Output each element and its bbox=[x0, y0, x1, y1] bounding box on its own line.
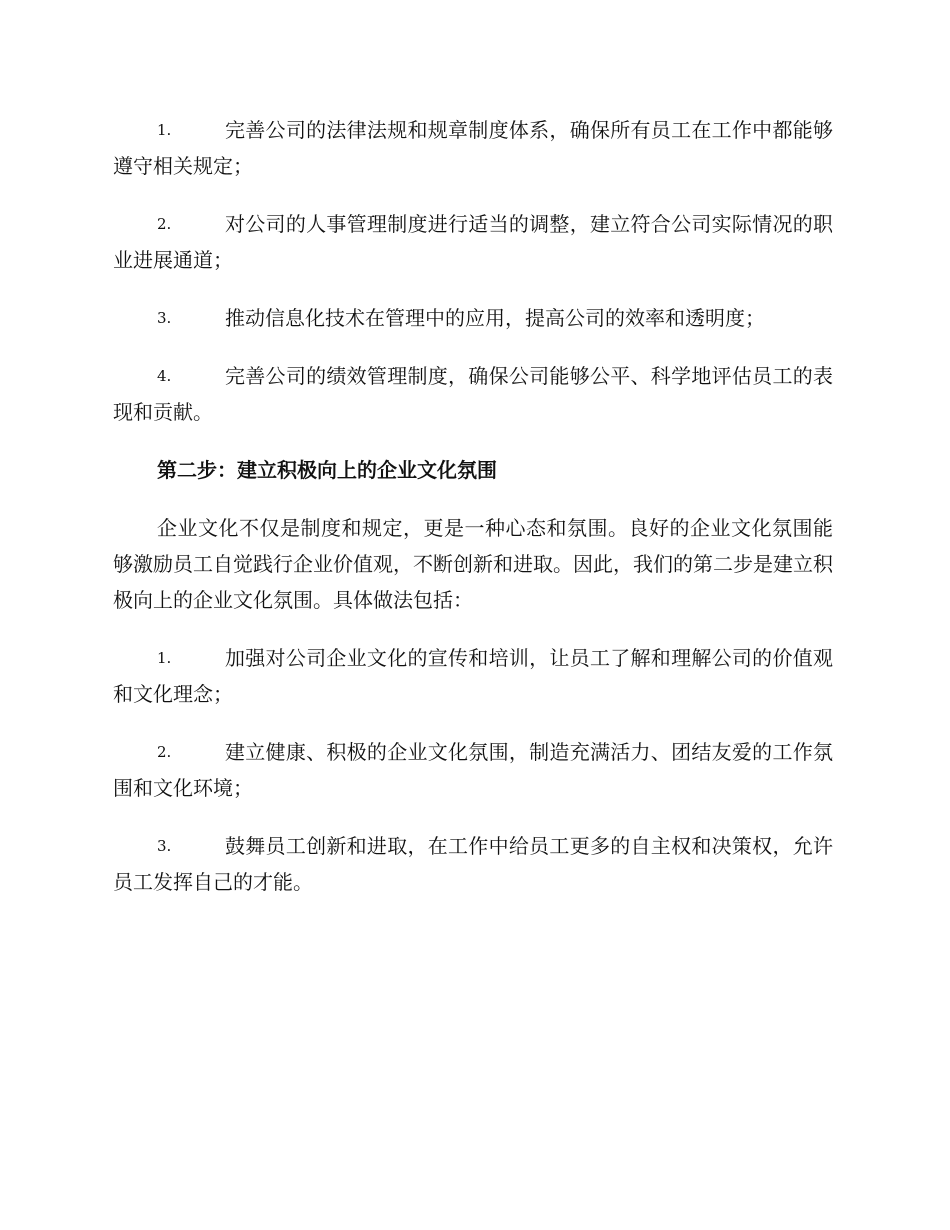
list-item bbox=[113, 112, 833, 184]
list-item-number: 1. bbox=[157, 121, 172, 139]
list-item-text: 建立健康、积极的企业文化氛围，制造充满活力、团结友爱的工作氛围和文化环境； bbox=[113, 740, 833, 800]
list-item-number: 4. bbox=[157, 367, 172, 385]
list-item bbox=[113, 640, 833, 712]
list-item-number: 2. bbox=[157, 743, 172, 761]
list-item bbox=[113, 828, 833, 900]
list-item-number: 2. bbox=[157, 215, 172, 233]
document-body bbox=[113, 112, 833, 922]
section-paragraph: 企业文化不仅是制度和规定，更是一种心态和氛围。良好的企业文化氛围能够激励员工自觉践行企业价值观，不断创新和进取。因此，我们的第二步是建立积极向上的企业文化氛围。具体做法包括： bbox=[113, 516, 833, 612]
list-item bbox=[113, 358, 833, 430]
list-item-text: 推动信息化技术在管理中的应用，提高公司的效率和透明度； bbox=[225, 306, 765, 330]
list-item-number: 3. bbox=[157, 837, 172, 855]
list-item bbox=[113, 206, 833, 278]
list-item-text: 对公司的人事管理制度进行适当的调整，建立符合公司实际情况的职业进展通道； bbox=[113, 212, 833, 272]
list-item-number: 1. bbox=[157, 649, 172, 667]
list-item-text: 完善公司的绩效管理制度，确保公司能够公平、科学地评估员工的表现和贡献。 bbox=[113, 364, 833, 424]
list-item-text: 鼓舞员工创新和进取，在工作中给员工更多的自主权和决策权，允许员工发挥自己的才能。 bbox=[113, 834, 833, 894]
list-item-number: 3. bbox=[157, 309, 172, 327]
list-item bbox=[113, 734, 833, 806]
section-heading: 第二步：建立积极向上的企业文化氛围 bbox=[157, 458, 497, 482]
list-item-text: 加强对公司企业文化的宣传和培训，让员工了解和理解公司的价值观和文化理念； bbox=[113, 646, 833, 706]
list-item-text: 完善公司的法律法规和规章制度体系，确保所有员工在工作中都能够遵守相关规定； bbox=[113, 118, 833, 178]
list-item bbox=[113, 300, 833, 336]
